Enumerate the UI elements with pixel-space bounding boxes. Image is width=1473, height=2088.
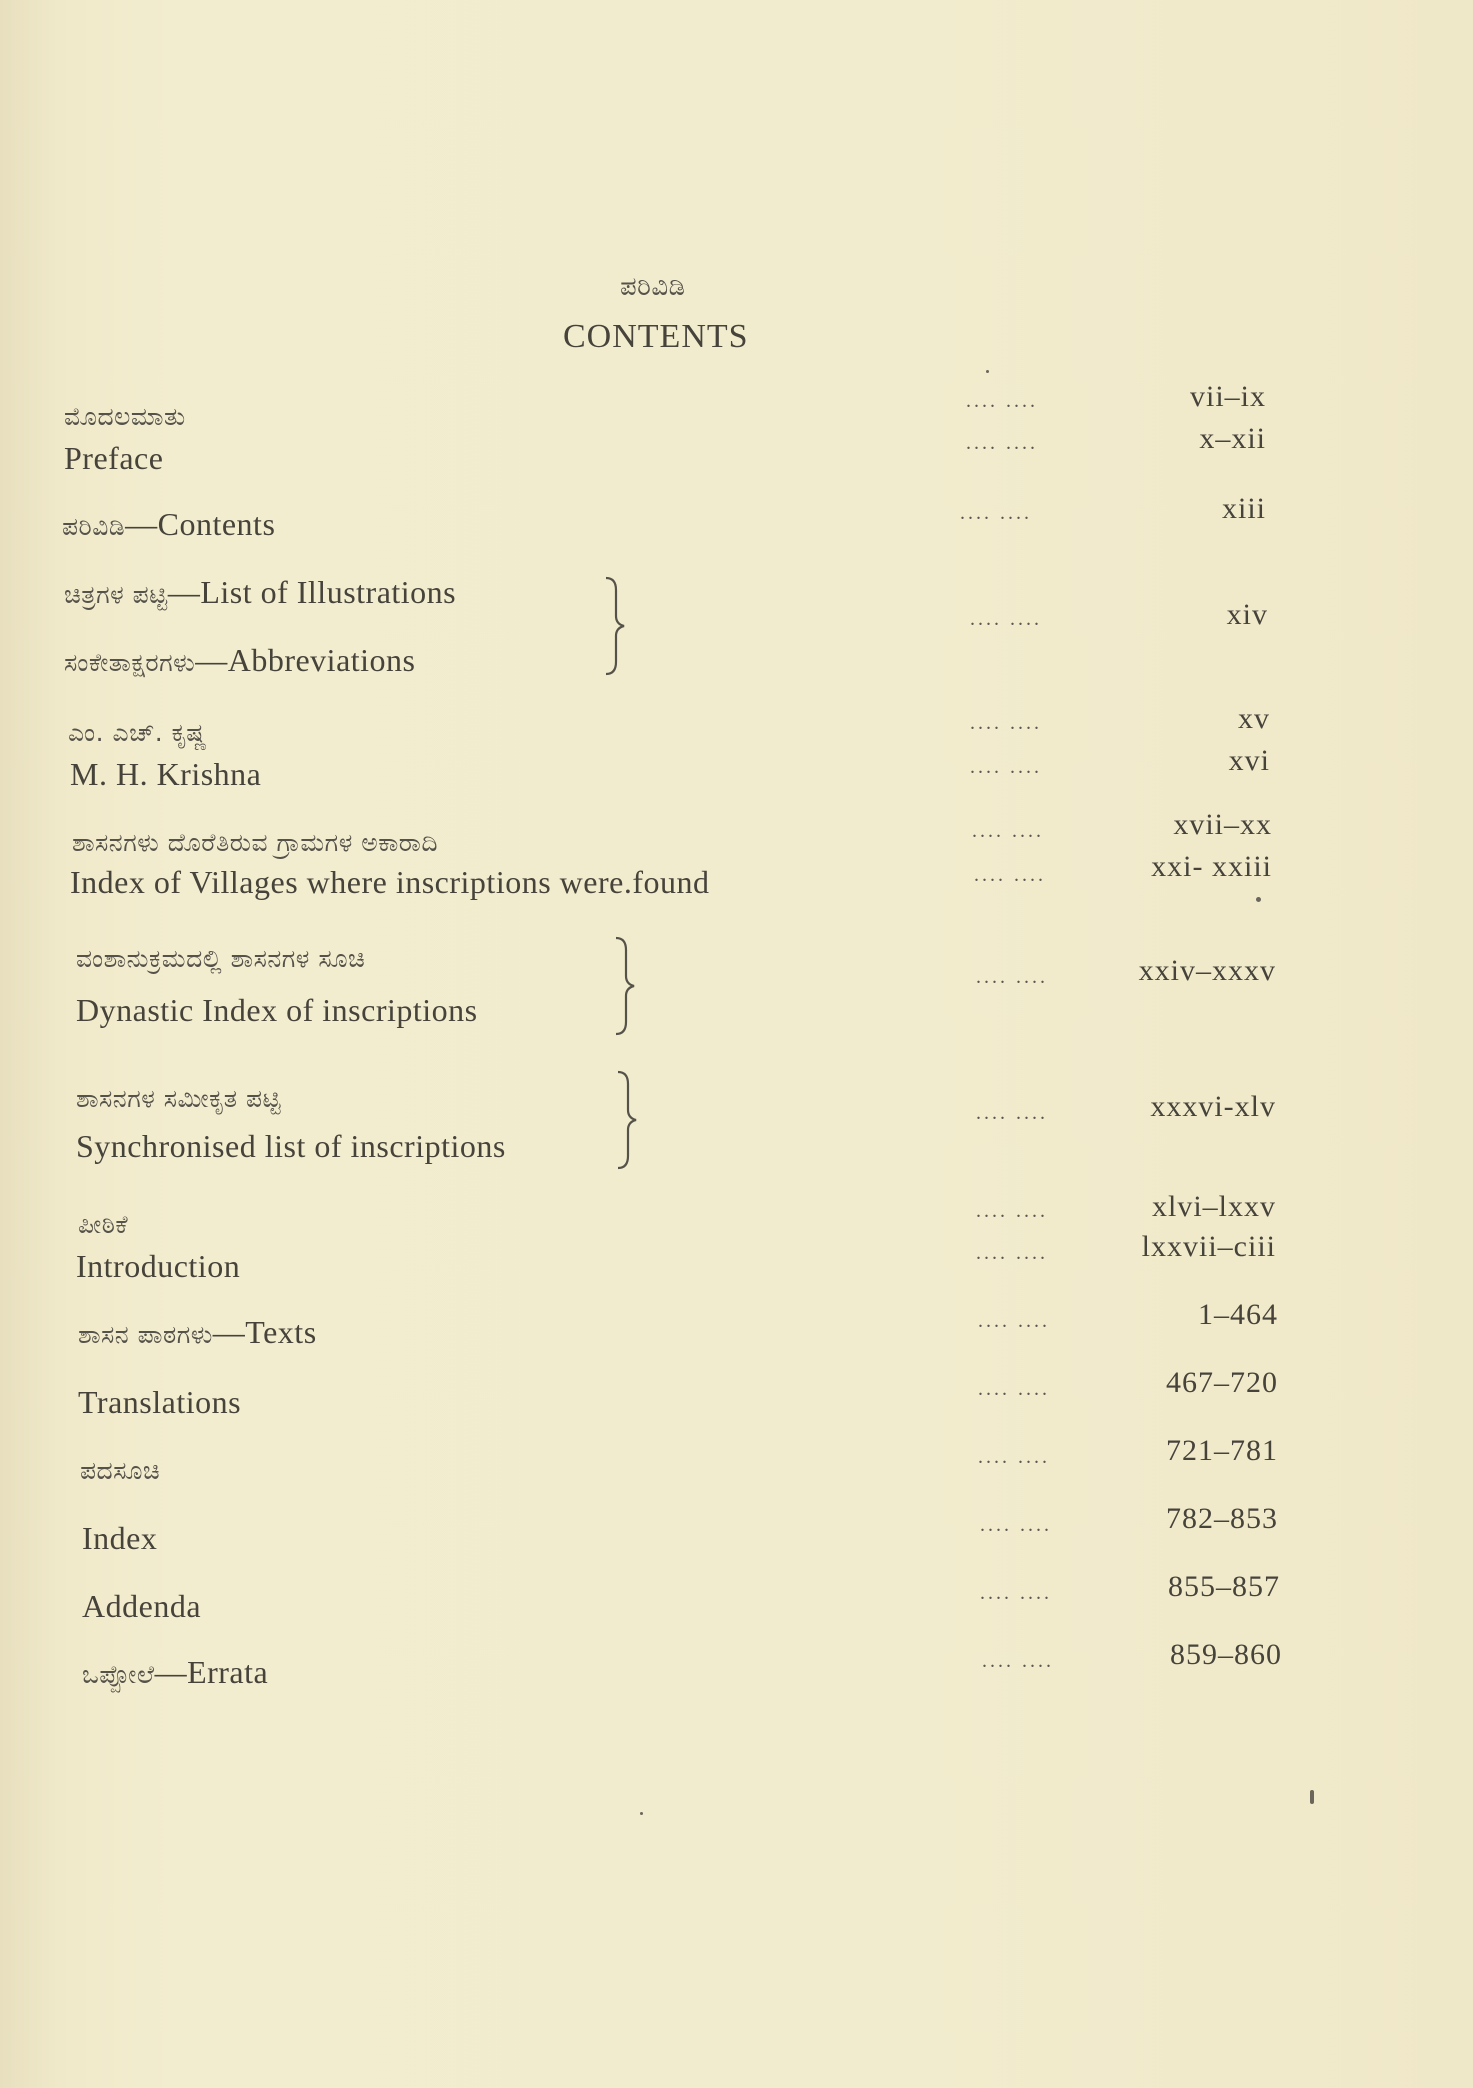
entry-kannada: ಪರಿವಿಡಿ	[62, 512, 126, 541]
entry-contents	[62, 506, 275, 543]
entry-english: —Contents	[125, 506, 276, 542]
leader-dots: .... ....	[976, 1242, 1048, 1264]
page-number: 1–464	[1198, 1298, 1278, 1331]
brace-icon	[614, 1070, 654, 1170]
leader-dots: .... ....	[982, 1650, 1054, 1672]
leader-dots: .... ....	[966, 432, 1038, 454]
leader-dots: .... ....	[976, 966, 1048, 988]
brace-icon	[602, 576, 642, 676]
entry-list-of-illustrations	[64, 574, 456, 611]
page-number: xlvi–lxxv	[1151, 1190, 1276, 1223]
entry-kannada: ಶಾಸನ ಪಾಠಗಳು	[78, 1320, 213, 1349]
entry-texts	[78, 1314, 317, 1351]
entry-abbreviations	[64, 642, 416, 679]
entry-dynastic-index: Dynastic Index of inscriptions	[76, 992, 478, 1028]
entry-introduction: Introduction	[76, 1248, 241, 1284]
page-number: 721–781	[1166, 1434, 1278, 1467]
leader-dots: .... ....	[970, 712, 1042, 734]
leader-dots: .... ....	[978, 1310, 1050, 1332]
entry-kannada: ಸಂಕೇತಾಕ್ಷರಗಳು	[64, 648, 196, 677]
entry-addenda: Addenda	[82, 1588, 202, 1624]
leader-dots: .... ....	[972, 820, 1044, 842]
page-number: 859–860	[1170, 1638, 1282, 1671]
entry-index: Index	[82, 1520, 158, 1556]
brace-icon	[612, 936, 652, 1036]
leader-dots: .... ....	[970, 608, 1042, 630]
page-number: vii–ix	[1189, 380, 1266, 413]
entry-kannada-preface: ಮೊದಲಮಾತು	[64, 402, 186, 431]
entry-kannada-krishna: ಎಂ. ಎಚ್. ಕೃಷ್ಣ	[68, 718, 208, 747]
entry-kannada-synchronised: ಶಾಸನಗಳ ಸಮೀಕೃತ ಪಟ್ಟಿ	[76, 1084, 282, 1113]
entry-english: —List of Illustrations	[167, 574, 457, 610]
leader-dots: .... ....	[974, 864, 1046, 886]
page-number: xvi	[1228, 744, 1270, 777]
entry-errata	[82, 1654, 268, 1691]
entry-english: —Abbreviations	[195, 642, 416, 678]
leader-dots: .... ....	[978, 1446, 1050, 1468]
entry-synchronised-list: Synchronised list of inscriptions	[76, 1128, 506, 1164]
leader-dots: .... ....	[976, 1200, 1048, 1222]
entry-preface: Preface	[64, 440, 164, 476]
page-number: xv	[1238, 702, 1270, 735]
leader-dots: .... ....	[976, 1102, 1048, 1124]
paper-speck	[1310, 1790, 1314, 1804]
page-number: x–xii	[1199, 422, 1266, 455]
entry-kannada-dynastic: ವಂಶಾನುಕ್ರಮದಲ್ಲಿ ಶಾಸನಗಳ ಸೂಚಿ	[76, 944, 366, 973]
entry-kannada-index: ಪದಸೂಚಿ	[80, 1456, 161, 1485]
kannada-title: ಪರಿವಿಡಿ	[620, 272, 686, 302]
entry-kannada: ಒಪ್ಪೋಲೆ	[82, 1660, 155, 1689]
entry-kannada-villages: ಶಾಸನಗಳು ದೊರೆತಿರುವ ಗ್ರಾಮಗಳ ಅಕಾರಾದಿ	[72, 828, 438, 857]
page-number: lxxvii–ciii	[1141, 1230, 1276, 1263]
page-number: xxi- xxiii	[1151, 850, 1272, 883]
page-number: xxiv–xxxv	[1138, 954, 1276, 987]
paper-speck	[1256, 897, 1261, 902]
page-title: CONTENTS	[563, 318, 749, 355]
leader-dots: .... ....	[966, 390, 1038, 412]
leader-dots: .... ....	[978, 1378, 1050, 1400]
page-number: xxxvi-xlv	[1150, 1090, 1276, 1123]
entry-krishna: M. H. Krishna	[70, 756, 262, 792]
page-number: xvii–xx	[1173, 808, 1272, 841]
page-number: xiv	[1226, 598, 1268, 631]
leader-dots: .... ....	[980, 1514, 1052, 1536]
leader-dots: .... ....	[980, 1582, 1052, 1604]
page-number: 782–853	[1166, 1502, 1278, 1535]
paper-speck	[986, 370, 989, 373]
entry-kannada-introduction: ಪೀಠಿಕೆ	[78, 1210, 129, 1239]
leader-dots: .... ....	[960, 502, 1032, 524]
entry-translations: Translations	[78, 1384, 242, 1420]
paper-speck	[640, 1812, 643, 1815]
entry-english: —Texts	[212, 1314, 317, 1350]
entry-kannada: ಚಿತ್ರಗಳ ಪಟ್ಟಿ	[64, 580, 168, 609]
entry-index-of-villages: Index of Villages where inscriptions were.found	[70, 864, 710, 900]
leader-dots: .... ....	[970, 756, 1042, 778]
entry-english: —Errata	[154, 1654, 269, 1690]
page-number: xiii	[1221, 492, 1266, 525]
page-number: 855–857	[1168, 1570, 1280, 1603]
page-number: 467–720	[1166, 1366, 1278, 1399]
